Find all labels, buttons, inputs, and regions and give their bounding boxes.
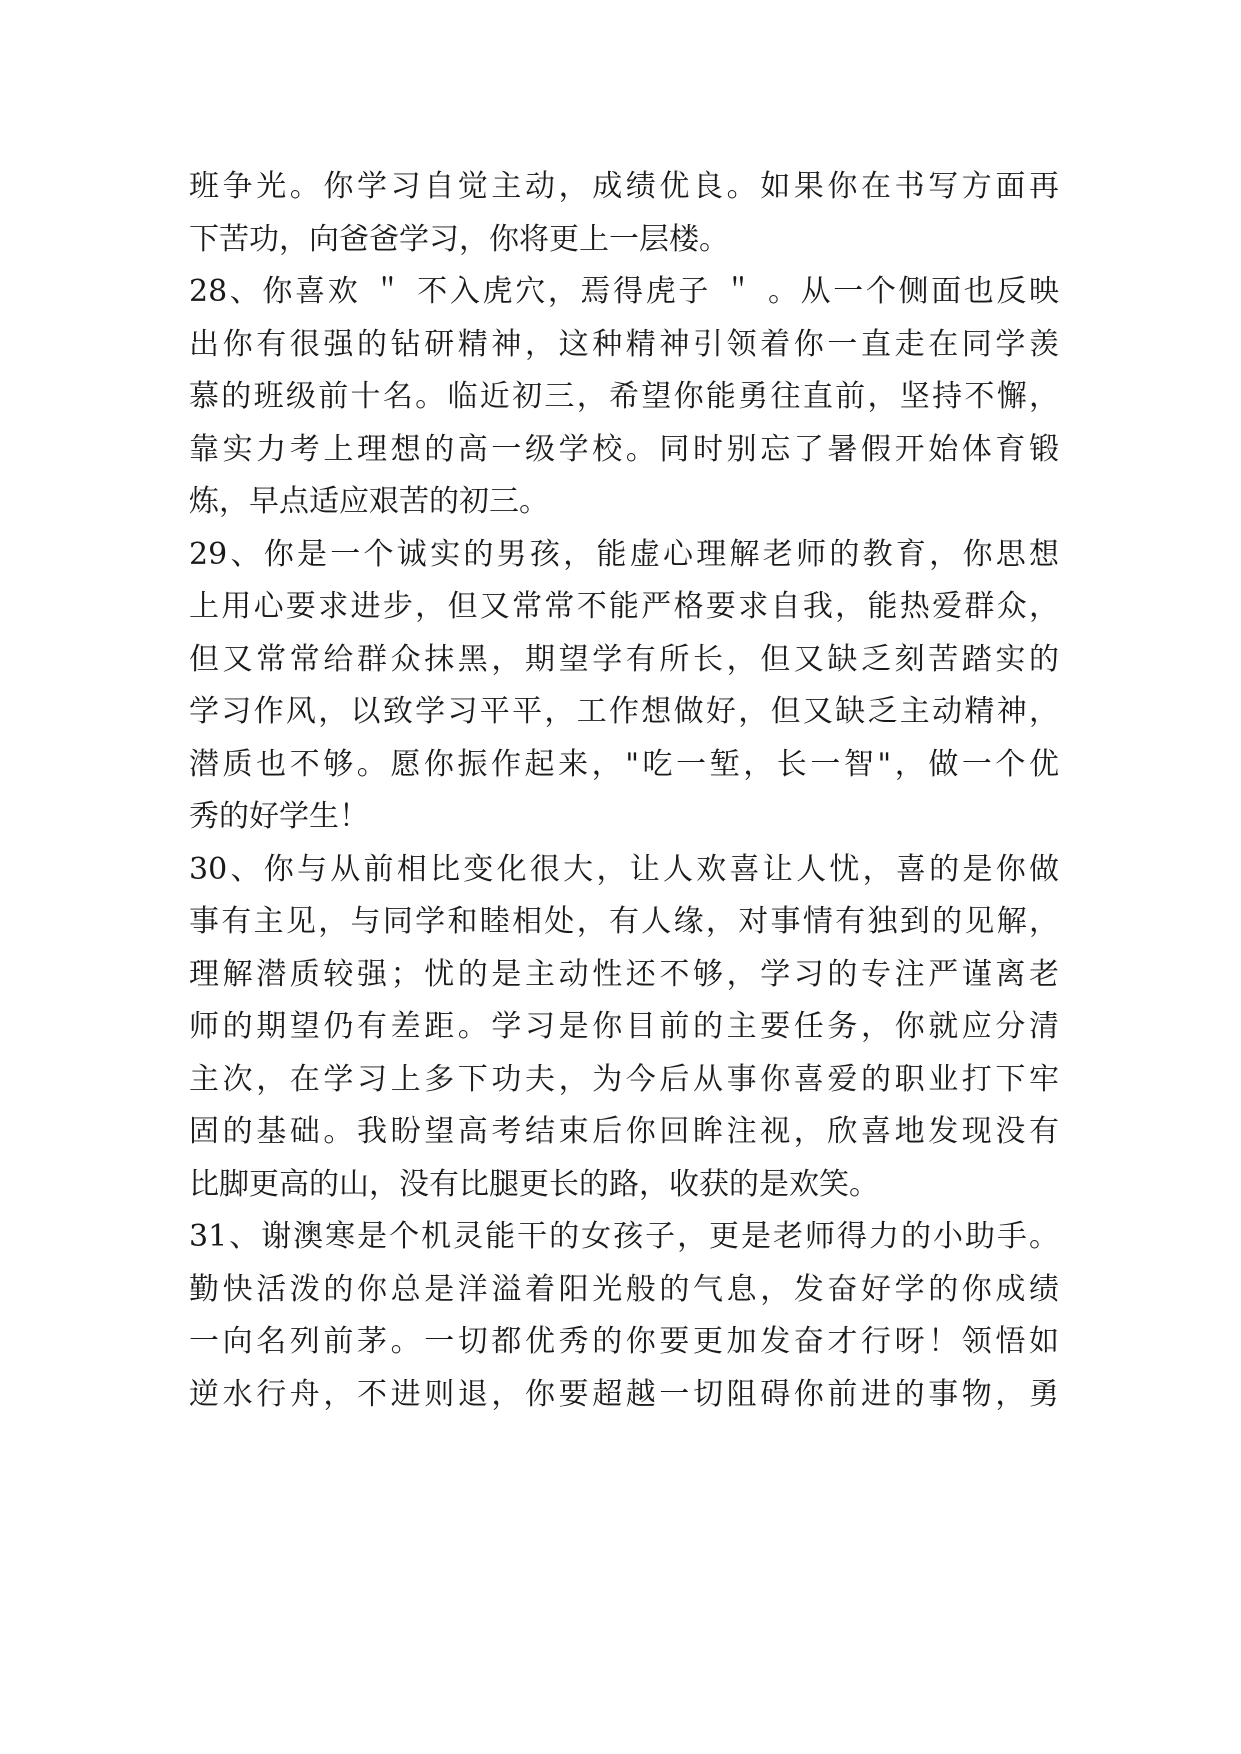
text-line: 28、你喜欢 ＂ 不入虎穴，焉得虎子 ＂ 。从一个侧面也反映 bbox=[189, 274, 1059, 309]
text-line: 29、你是一个诚实的男孩，能虚心理解老师的教育，你思想 bbox=[189, 536, 1059, 572]
text-line: 31、谢澳寒是个机灵能干的女孩子，更是老师得力的小助手。 bbox=[189, 1219, 1059, 1254]
text-line: 一向名列前茅。一切都优秀的你要更加发奋才行呀！领悟如 bbox=[189, 1324, 1059, 1359]
text-line: 师的期望仍有差距。学习是你目前的主要任务，你就应分清 bbox=[189, 1009, 1059, 1044]
text-line: 30、你与从前相比变化很大，让人欢喜让人忧，喜的是你做 bbox=[189, 851, 1059, 887]
text-line: 理解潜质较强；忧的是主动性还不够，学习的专注严谨离老 bbox=[189, 956, 1059, 992]
text-line: 逆水行舟，不进则退，你要超越一切阻碍你前进的事物，勇 bbox=[189, 1376, 1059, 1412]
text-line: 秀的好学生！ bbox=[189, 799, 369, 834]
text-line: 但又常常给群众抹黑，期望学有所长，但又缺乏刻苦踏实的 bbox=[189, 641, 1059, 677]
text-line: 勤快活泼的你总是洋溢着阳光般的气息，发奋好学的你成绩 bbox=[189, 1271, 1059, 1307]
text-line: 下苦功，向爸爸学习，你将更上一层楼。 bbox=[189, 221, 729, 257]
text-line: 出你有很强的钻研精神，这种精神引领着你一直走在同学羡 bbox=[189, 326, 1059, 362]
text-line: 潜质也不够。愿你振作起来，"吃一堑，长一智"，做一个优 bbox=[189, 746, 1059, 782]
document-text bbox=[189, 161, 1059, 1421]
text-line: 靠实力考上理想的高一级学校。同时别忘了暑假开始体育锻 bbox=[189, 431, 1059, 467]
text-line: 学习作风，以致学习平平，工作想做好，但又缺乏主动精神， bbox=[189, 694, 1059, 729]
text-line: 主次，在学习上多下功夫，为今后从事你喜爱的职业打下牢 bbox=[189, 1061, 1059, 1097]
text-line: 事有主见，与同学和睦相处，有人缘，对事情有独到的见解， bbox=[189, 904, 1059, 939]
text-line: 上用心要求进步，但又常常不能严格要求自我，能热爱群众， bbox=[189, 589, 1059, 624]
text-line: 固的基础。我盼望高考结束后你回眸注视，欣喜地发现没有 bbox=[189, 1114, 1059, 1149]
text-line: 班争光。你学习自觉主动，成绩优良。如果你在书写方面再 bbox=[189, 169, 1059, 204]
text-line: 比脚更高的山，没有比腿更长的路，收获的是欢笑。 bbox=[189, 1166, 879, 1202]
text-line: 炼，早点适应艰苦的初三。 bbox=[189, 484, 549, 519]
text-line: 慕的班级前十名。临近初三，希望你能勇往直前，坚持不懈， bbox=[189, 379, 1059, 414]
